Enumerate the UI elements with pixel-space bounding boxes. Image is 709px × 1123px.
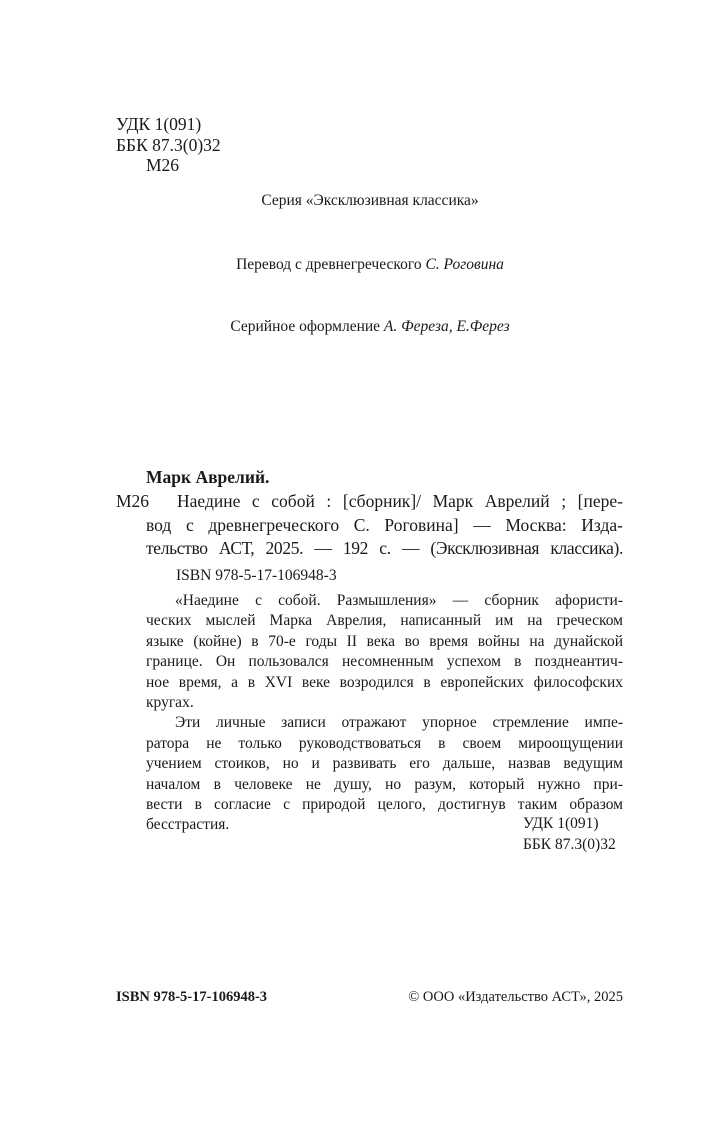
author-mark: М26 xyxy=(146,155,180,175)
translation-label: Перевод с древнегреческого xyxy=(236,256,426,273)
classification-codes-bottom xyxy=(523,814,616,855)
annotation-line: языке (койне) в 70-е годы II века во время войны на дунайской xyxy=(146,632,623,650)
copyright-notice: © ООО «Издательство АСТ», 2025 xyxy=(408,989,623,1005)
udk-code: УДК 1(091) xyxy=(523,815,599,832)
bbk-code: ББК 87.3(0)32 xyxy=(523,835,616,853)
annotation-line: вести в согласие с природой целого, достигнув таким образом xyxy=(146,795,623,813)
annotation-line: ческих мыслей Марка Аврелия, написанный им на греческом xyxy=(146,612,623,630)
record-author: Марк Аврелий. xyxy=(146,467,270,487)
designer-names: А. Фереза, Е.Ферез xyxy=(383,318,510,335)
annotation-line: «Наедине с собой. Размышления» — сборник афористи- xyxy=(175,592,623,609)
annotation-line: границе. Он пользовался несомненным успехом в позднеантич- xyxy=(146,653,623,671)
bib-line: Наедине с собой : [сборник]/ Марк Аврелий ; [пере- xyxy=(177,491,623,511)
annotation-line: кругах. xyxy=(146,693,194,711)
annotation-line: учением стоиков, но и развивать его дальше, назвав ведущим xyxy=(146,755,623,773)
design-label: Серийное оформление xyxy=(230,318,384,335)
annotation-line: ное время, а в XVI веке возродился в европейских философских xyxy=(146,673,623,691)
bbk-code: ББК 87.3(0)32 xyxy=(116,134,221,155)
annotation-line: бесстрастия. xyxy=(146,816,230,834)
annotation-line: началом в человеке не душу, но разум, который нужно при- xyxy=(146,775,623,793)
classification-codes-top xyxy=(116,114,221,176)
annotation-line: Эти личные записи отражают упорное стремление импе- xyxy=(175,714,623,732)
bib-line: вод с древнегреческого С. Роговина] — Москва: Изда- xyxy=(146,514,623,535)
translation-credit xyxy=(0,255,709,275)
series-line: Серия «Эксклюзивная классика» xyxy=(261,192,479,209)
annotation xyxy=(146,591,623,836)
record-isbn: ISBN 978-5-17-106948-3 xyxy=(176,567,337,584)
bib-line: тельство АСТ, 2025. — 192 с. — (Эксклюзивная классика). xyxy=(146,538,623,558)
translator-name: С. Роговина xyxy=(425,256,504,273)
footer-isbn: ISBN 978-5-17-106948-3 xyxy=(116,989,268,1005)
annotation-line: ратора не только руководствоваться в своем мироощущении xyxy=(146,734,623,752)
udk-code: УДК 1(091) xyxy=(116,114,202,134)
bibliographic-description xyxy=(146,490,623,561)
record-author-mark: М26 xyxy=(116,491,150,511)
design-credit xyxy=(0,317,709,337)
